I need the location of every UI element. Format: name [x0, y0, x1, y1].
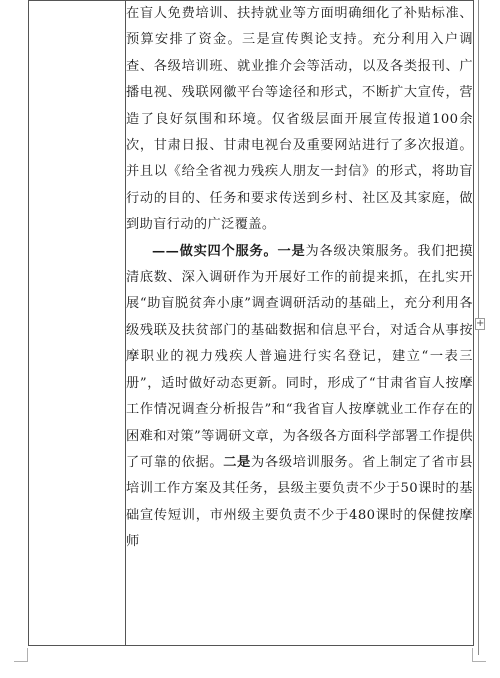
section-heading-training-service: 二是 — [223, 454, 252, 470]
table-content-cell[interactable] — [126, 1, 474, 646]
page-corner-mark-left — [14, 648, 28, 662]
document-table — [28, 0, 474, 646]
table-left-cell — [29, 1, 126, 646]
page-corner-mark-right — [472, 648, 486, 662]
table-expand-handle[interactable]: + — [476, 318, 485, 329]
table-row — [29, 1, 474, 646]
body-paragraph-1: 在盲人免费培训、扶持就业等方面明确细化了补贴标准、预算安排了资金。三是宣传舆论支持。充分利用入户调查、各级培训班、就业推介会等活动，以及各类报刊、广播电视、残联网徽平台等途径和形式，不断扩大宣传，营造了良好氛围和环境。仅省级层面开展宣传报道100余次，甘肃日报、甘肃电视台及重要网站进行了多次报道。并且以《给全省视力残疾人朋友一封信》的形式，将助盲行动的目的、任务和要求传送到乡村、社区及其家庭，做到助盲行动的广泛覆盖。 — [126, 6, 473, 233]
paragraph-text-training-service: 为各级培训服务。省上制定了省市县培训工作方案及其任务，县级主要负责不少于50课时的基础宣传短训，市州级主要负责不少于480课时的保健按摩师 — [126, 454, 473, 550]
section-heading-four-services: ——做实四个服务。一是 — [152, 243, 306, 259]
paragraph-text-decision-service: 为各级决策服务。我们把摸清底数、深入调研作为开展好工作的前提来抓，在扎实开展“助盲脱贫奔小康”调查调研活动的基础上，充分利用各级残联及扶贫部门的基础数据和信息平台，对适合从事按摩职业的视力残疾人普遍进行实名登记，建立“一表三册”，适时做好动态更新。同时，形成了“甘肃省盲人按摩工作情况调查分析报告”和“我省盲人按摩就业工作存在的困难和对策”等调研文章，为各级各方面科学部署工作提供了可靠的依据。 — [126, 243, 473, 470]
body-paragraph-2 — [126, 239, 473, 556]
